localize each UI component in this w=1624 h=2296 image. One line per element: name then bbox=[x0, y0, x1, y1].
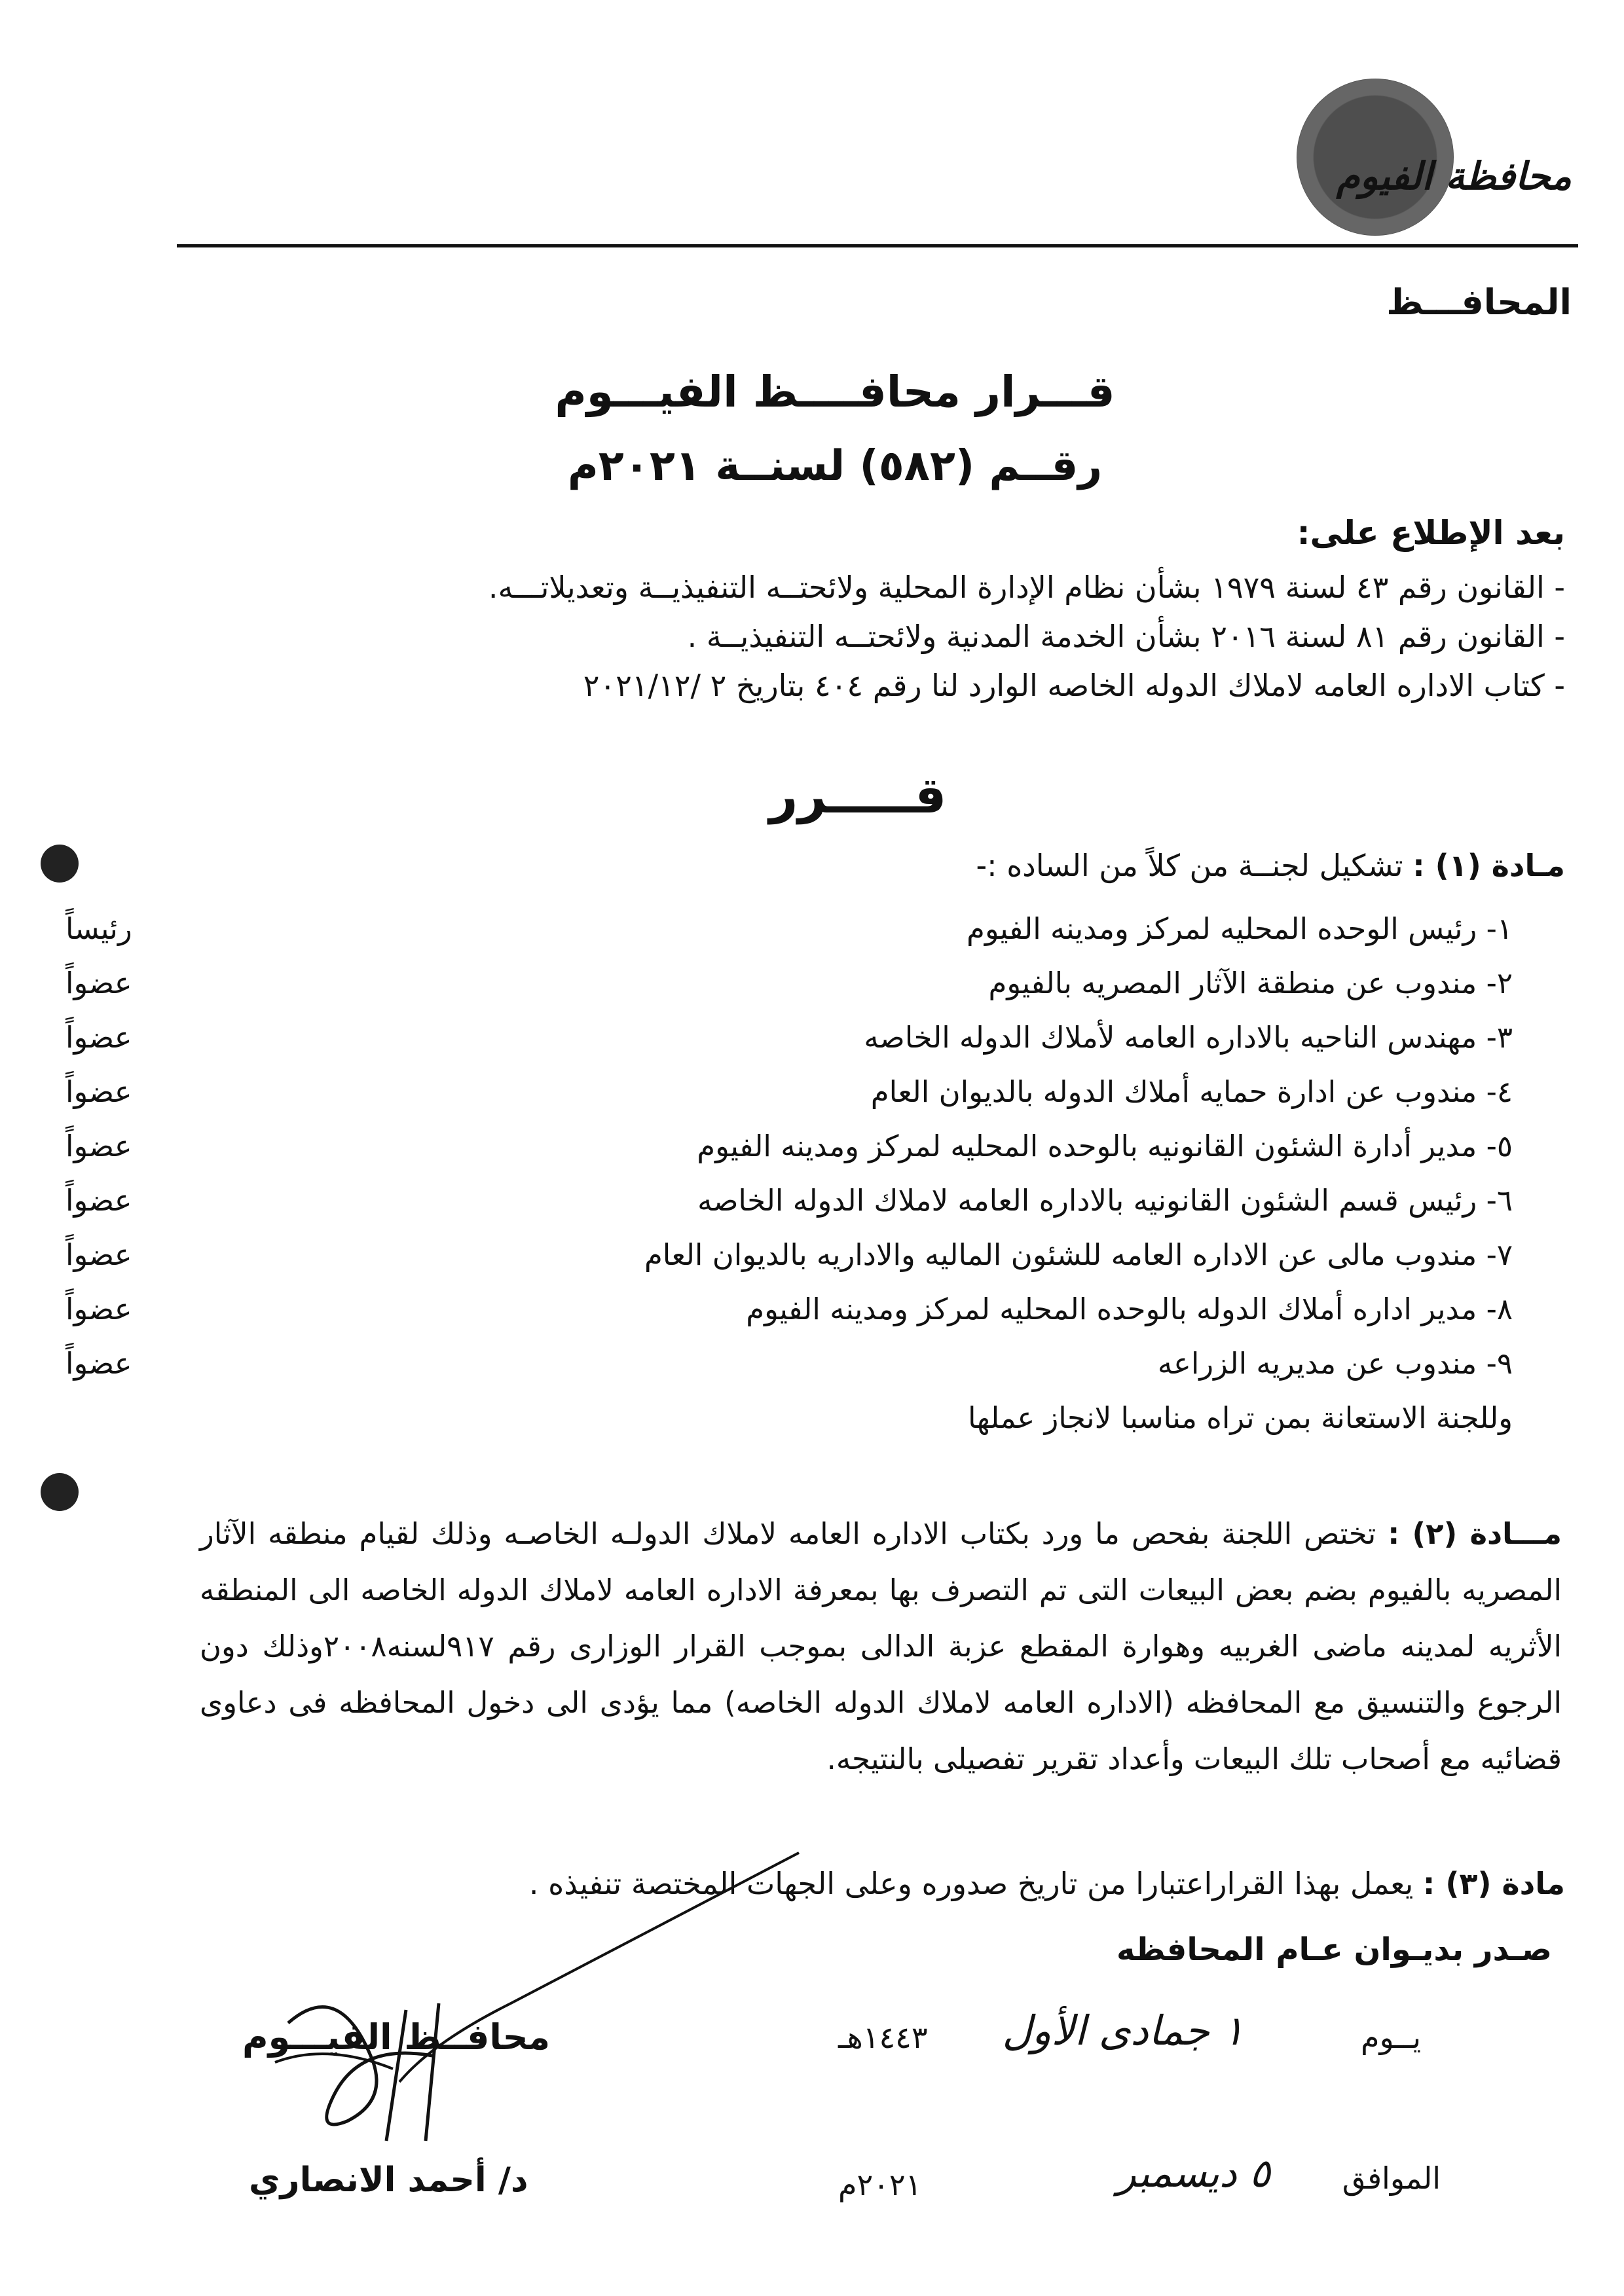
issued-at: صـدر بديـوان عـام المحافظه bbox=[1116, 1931, 1552, 1968]
article-1-text: تشكيل لجنــة من كلاً من الساده :- bbox=[976, 848, 1403, 883]
punch-hole-icon bbox=[41, 1473, 79, 1511]
member-role: رئيساً bbox=[65, 911, 132, 946]
article-2-label: مـــادة (٢) : bbox=[1388, 1516, 1562, 1551]
gregorian-year: ٢٠٢١م bbox=[838, 2167, 922, 2202]
committee-member: ٩- مندوب عن مديريه الزراعه bbox=[1157, 1346, 1513, 1381]
decided-heading: قـــــرر bbox=[769, 766, 947, 824]
article-1-label: مـادة (١) : bbox=[1412, 848, 1565, 883]
punch-hole-icon bbox=[41, 845, 79, 883]
office-title: المحافـــظ bbox=[1386, 282, 1572, 323]
signatory-title: محافــظ الفيـــوم bbox=[242, 2016, 551, 2058]
article-3-label: مادة (٣) : bbox=[1422, 1866, 1565, 1901]
member-role: عضواً bbox=[65, 1020, 132, 1055]
signature-icon bbox=[236, 1846, 812, 2147]
hijri-date-label: يــوم bbox=[1361, 2020, 1421, 2055]
decision-number: رقــم (٥٨٢) لسنــة ٢٠٢١م bbox=[567, 442, 1103, 490]
member-role: عضواً bbox=[65, 1183, 132, 1218]
committee-member: ٦- رئيس قسم الشئون القانونيه بالاداره العامه لاملاك الدوله الخاصه bbox=[697, 1183, 1513, 1218]
decision-title: قـــرار محافــــظ الفيـــوم bbox=[555, 367, 1115, 417]
hijri-date-handwritten: ١ جمادى الأول bbox=[1002, 2007, 1244, 2054]
article-2-text: تختص اللجنة بفحص ما ورد بكتاب الاداره العامه لاملاك الدولـه الخاصـه وذلك لقيام منطقه الآثار المصريه بالفيوم بضم بعض البيعات التى تم التصرف بها بمعرفة الاداره العامه لاملاك الدوله الخاصه الى المنطقه الأثريه لمدينه ماضى الغربيه وهوارة المقطع عزبة الدالى بموجب القرار الوزارى رقم ٩١٧لسنه٢٠٠٨وذلك دون الرجوع والتنسيق مع المحافظه (الاداره العامه لاملاك الدوله الخاصه) مما يؤدى الى دخول المحافظه فى دعاوى قضائيه مع أصحاب تلك البيعات وأعداد تقرير تفصيلى بالنتيجه. bbox=[200, 1516, 1562, 1776]
reference-item: - كتاب الاداره العامه لاملاك الدوله الخاصه الوارد لنا رقم ٤٠٤ بتاريخ ٢ /٢٠٢١/١٢ bbox=[583, 668, 1565, 703]
member-role: عضواً bbox=[65, 1346, 132, 1381]
reference-item: - القانون رقم ٨١ لسنة ٢٠١٦ بشأن الخدمة المدنية ولائحتــه التنفيذيــة . bbox=[687, 619, 1565, 654]
committee-member: ٥- مدير أدارة الشئون القانونيه بالوحده المحليه لمركز ومدينه الفيوم bbox=[697, 1129, 1513, 1163]
header-divider bbox=[177, 244, 1578, 247]
gregorian-date-label: الموافق bbox=[1342, 2160, 1441, 2196]
article-2 bbox=[200, 1506, 1562, 1787]
committee-note: وللجنة الاستعانة بمن تراه مناسبا لانجاز عملها bbox=[968, 1400, 1513, 1435]
committee-member: ١- رئيس الوحده المحليه لمركز ومدينه الفيوم bbox=[967, 911, 1513, 946]
member-role: عضواً bbox=[65, 1237, 132, 1272]
committee-member: ٤- مندوب عن ادارة حمايه أملاك الدوله بالديوان العام bbox=[870, 1074, 1513, 1109]
member-role: عضواً bbox=[65, 1292, 132, 1326]
member-role: عضواً bbox=[65, 966, 132, 1000]
gregorian-date-handwritten: ٥ ديسمبر bbox=[1116, 2151, 1270, 2196]
member-role: عضواً bbox=[65, 1074, 132, 1109]
hijri-year: ١٤٤٣هـ bbox=[838, 2020, 928, 2055]
committee-member: ٢- مندوب عن منطقة الآثار المصريه بالفيوم bbox=[988, 966, 1513, 1000]
article-3-text: يعمل بهذا القراراعتبارا من تاريخ صدوره وعلى الجهات المختصة تنفيذه . bbox=[528, 1866, 1414, 1901]
reference-item: - القانون رقم ٤٣ لسنة ١٩٧٩ بشأن نظام الإدارة المحلية ولائحتــه التنفيذيــة وتعديلاتـــه. bbox=[488, 570, 1565, 605]
seal-caption: محافظة الفيوم bbox=[1336, 154, 1572, 198]
committee-member: ٨- مدير اداره أملاك الدوله بالوحده المحليه لمركز ومدينه الفيوم bbox=[746, 1292, 1513, 1326]
article-1 bbox=[976, 848, 1565, 883]
member-role: عضواً bbox=[65, 1129, 132, 1163]
committee-member: ٧- مندوب مالى عن الاداره العامه للشئون الماليه والاداريه بالديوان العام bbox=[644, 1237, 1513, 1272]
committee-member: ٣- مهندس الناحيه بالاداره العامه لأملاك الدوله الخاصه bbox=[864, 1020, 1513, 1055]
references-heading: بعد الإطلاع على: bbox=[1297, 514, 1565, 552]
signatory-name: د/ أحمد الانصاري bbox=[249, 2160, 528, 2200]
